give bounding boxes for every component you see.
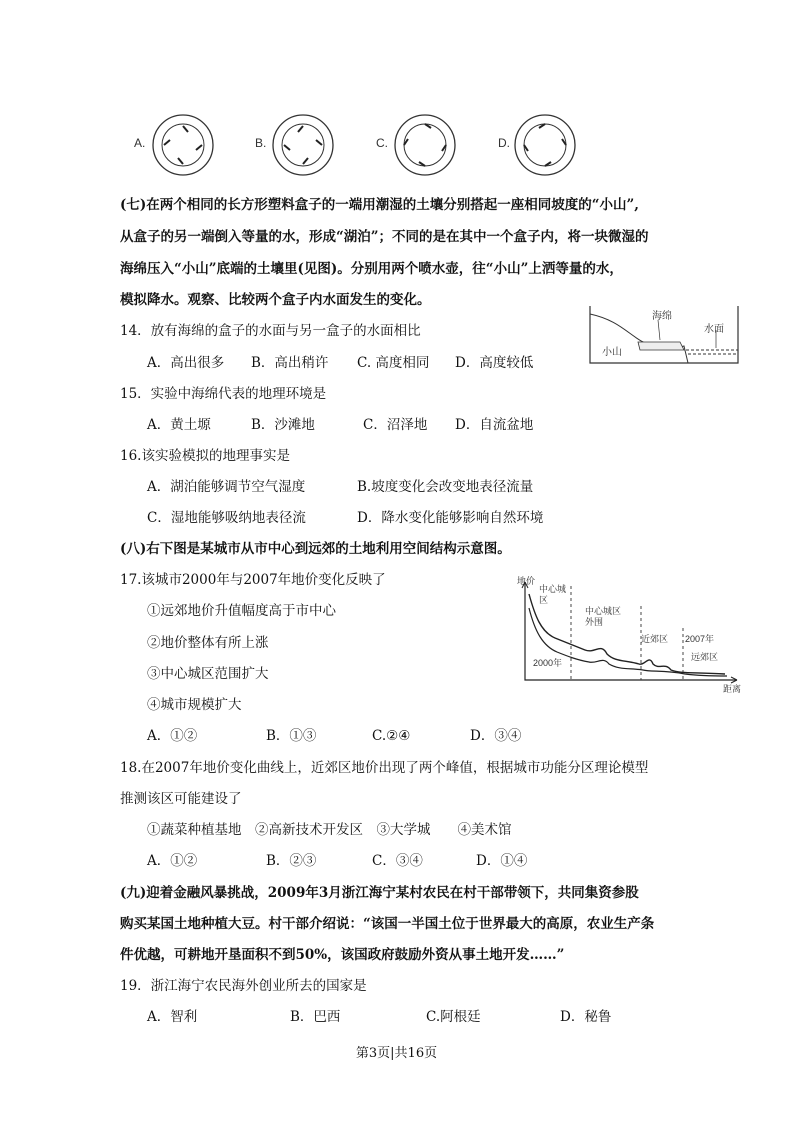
q17-option-d[interactable]: D．③④: [470, 728, 522, 744]
zone-label-center: 中心城区: [539, 584, 567, 605]
circle-diagram-c: [392, 112, 458, 178]
hill-label: 小山: [602, 347, 622, 358]
q19-option-a[interactable]: A．智利: [147, 1009, 198, 1025]
q19-option-b[interactable]: B．巴西: [290, 1009, 341, 1025]
curve-label-2007: 2007年: [685, 634, 715, 644]
land-price-figure: [515, 576, 745, 694]
circle-option-b-label: B.: [255, 136, 267, 150]
q18-option-c[interactable]: C．③④: [372, 853, 423, 869]
q17-option-a[interactable]: A．①②: [147, 728, 198, 744]
q17-item-2: ②地价整体有所上涨: [147, 635, 269, 651]
section8-line: (八)右下图是某城市从市中心到远郊的土地利用空间结构示意图。: [120, 541, 511, 557]
q16-option-d[interactable]: D．降水变化能够影响自然环境: [357, 510, 544, 526]
zone-label-near-suburb: 近郊区: [641, 634, 669, 644]
section7-line1: (七)在两个相同的长方形塑料盒子的一端用潮湿的土壤分别搭起一座相同坡度的“小山”,: [120, 197, 640, 213]
circle-option-c-label: C.: [376, 136, 388, 150]
q15-option-c[interactable]: C．沼泽地: [363, 417, 428, 433]
q16-option-b[interactable]: B.坡度变化会改变地表径流量: [357, 479, 534, 495]
q17-stem: 17.该城市2000年与2007年地价变化反映了: [120, 572, 386, 588]
q15-option-d[interactable]: D．自流盆地: [455, 417, 534, 433]
q15-option-b[interactable]: B．沙滩地: [251, 417, 315, 433]
section9-line2: 购买某国土地种植大豆。村干部介绍说：“该国一半国土位于世界最大的高原，农业生产条: [120, 916, 655, 932]
curve-label-2000: 2000年: [533, 658, 563, 668]
q14-option-a[interactable]: A．高出很多: [147, 355, 225, 371]
q18-items: ①蔬菜种植基地 ②高新技术开发区 ③大学城 ④美术馆: [147, 822, 512, 838]
q19-option-d[interactable]: D．秘鲁: [560, 1009, 612, 1025]
land-price-ylabel: 地价: [517, 576, 536, 586]
q16-stem: 16.该实验模拟的地理事实是: [120, 448, 290, 464]
q18-option-d[interactable]: D．①④: [476, 853, 528, 869]
page-footer: 第3页|共16页: [355, 1046, 438, 1061]
q18-stem-line1: 18.在2007年地价变化曲线上，近郊区地价出现了两个峰值，根据城市功能分区理论模型: [120, 760, 649, 776]
circle-diagram-a: [150, 112, 216, 178]
q17-option-b[interactable]: B．①③: [266, 728, 317, 744]
q17-option-c[interactable]: C.②④: [372, 728, 411, 744]
zone-label-far-suburb: 远郊区: [691, 652, 719, 662]
sponge-experiment-figure: [588, 306, 740, 364]
q14-option-d[interactable]: D．高度较低: [455, 355, 534, 371]
section7-line4: 模拟降水。观察、比较两个盒子内水面发生的变化。: [120, 292, 431, 308]
q14-stem: 14．放有海绵的盒子的水面与另一盒子的水面相比: [120, 323, 421, 339]
circle-diagram-d: [512, 112, 578, 178]
q18-stem-line2: 推测该区可能建设了: [120, 791, 242, 807]
q19-stem: 19．浙江海宁农民海外创业所去的国家是: [120, 978, 367, 994]
q14-option-c[interactable]: C. 高度相同: [357, 355, 430, 371]
circle-option-a-label: A.: [134, 136, 146, 150]
circle-option-d-label: D.: [498, 136, 510, 150]
q18-option-b[interactable]: B．②③: [266, 853, 317, 869]
land-price-xlabel: 距离: [723, 684, 742, 694]
q17-item-3: ③中心城区范围扩大: [147, 666, 269, 682]
q17-item-4: ④城市规模扩大: [147, 697, 242, 713]
q15-stem: 15．实验中海绵代表的地理环境是: [120, 386, 327, 402]
zone-label-center-outer: 中心城区外围: [585, 606, 622, 627]
q16-option-c[interactable]: C．湿地能够吸纳地表径流: [147, 510, 306, 526]
q16-option-a[interactable]: A．湖泊能够调节空气湿度: [147, 479, 306, 495]
section9-line1: (九)迎着金融风暴挑战，2009年3月浙江海宁某村农民在村干部带领下，共同集资参股: [120, 885, 639, 901]
q14-option-b[interactable]: B．高出稍许: [251, 355, 329, 371]
section9-line3: 件优越，可耕地开垦面积不到50%，该国政府鼓励外资从事土地开发……”: [120, 947, 565, 963]
q19-option-c[interactable]: C.阿根廷: [426, 1009, 481, 1025]
section7-line2: 从盒子的另一端倒入等量的水，形成“湖泊”；不同的是在其中一个盒子内，将一块微湿的: [120, 229, 649, 245]
q18-option-a[interactable]: A．①②: [147, 853, 198, 869]
q15-option-a[interactable]: A．黄土塬: [147, 417, 211, 433]
circle-diagram-b: [270, 112, 336, 178]
sponge-label: 海绵: [652, 311, 672, 322]
section7-line3: 海绵压入“小山”底端的土壤里(见图)。分别用两个喷水壶，往“小山”上洒等量的水，: [120, 261, 623, 277]
q17-item-1: ①远郊地价升值幅度高于市中心: [147, 603, 336, 619]
water-surface-label: 水面: [704, 324, 724, 335]
